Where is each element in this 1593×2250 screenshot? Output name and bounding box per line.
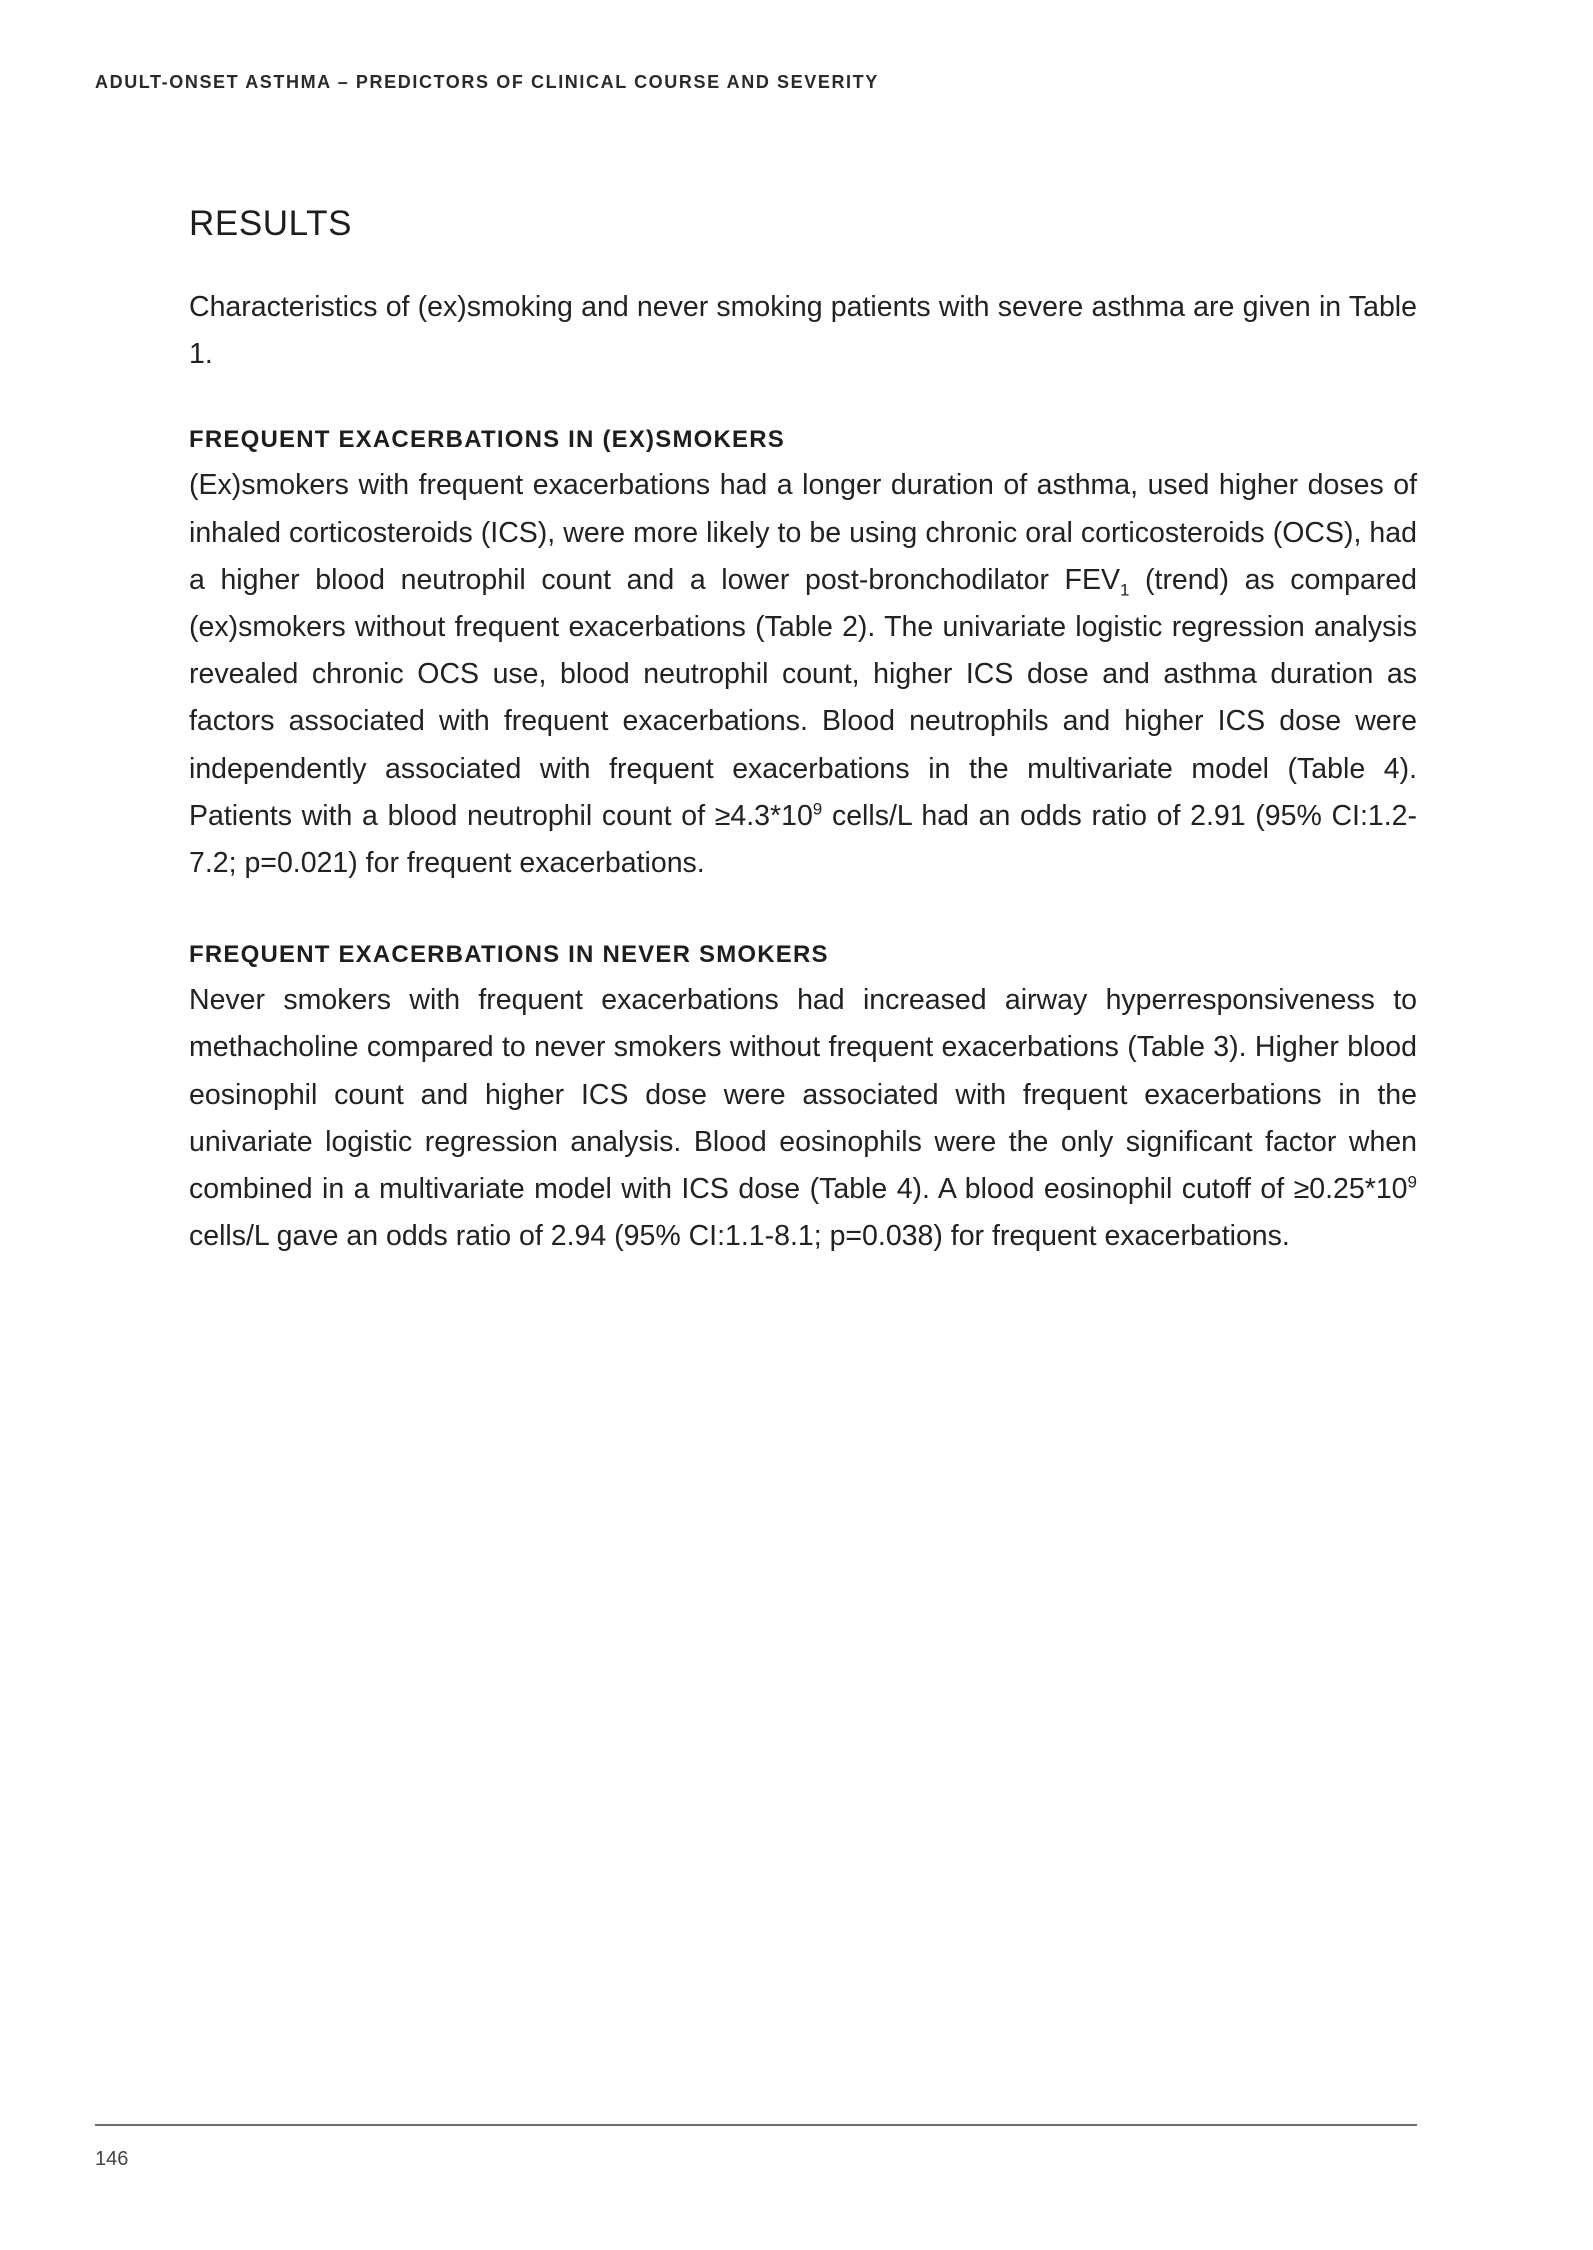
running-header: ADULT-ONSET ASTHMA – PREDICTORS OF CLINICAL COURSE AND SEVERITY [95,72,879,92]
never-smokers-text-1: Never smokers with frequent exacerbations had increased airway hyperresponsiveness to methacholine compared to never smokers without frequent exacerbations (Table 3). Higher blood eosinophil count and higher ICS dose were associated with frequent exacerbations in the univariate logistic regression analysis. Blood eosinophils were the only significant factor when combined in a multivariate model with ICS dose (Table 4). A blood eosinophil cutoff of ≥0.25*10 [189,984,1417,1206]
section-title: RESULTS [189,204,353,243]
page-number: 146 [95,2148,129,2170]
ex-smokers-paragraph [189,462,1417,887]
ex-smokers-text-1: (Ex)smokers with frequent exacerbations had a longer duration of asthma, used higher doses of inhaled corticosteroids (ICS), were more likely to be using chronic oral corticosteroids (OCS), had a higher blood neutrophil count and a lower post-bronchodilator FEV [189,469,1417,596]
never-smokers-heading: FREQUENT EXACERBATIONS IN NEVER SMOKERS [189,941,829,969]
fev-subscript: 1 [1119,580,1130,600]
ex-smokers-text-2: (trend) as compared (ex)smokers without frequent exacerbations (Table 2). The univariate logistic regression analysis revealed chronic OCS use, blood neutrophil count, higher ICS dose and asthma duration as factors associated with frequent exacerbations. Blood neutrophils and higher ICS dose were independently associated with frequent exacerbations in the multivariate model (Table 4). Patients with a blood neutrophil count of ≥4.3*10 [189,563,1417,832]
results-intro-paragraph: Characteristics of (ex)smoking and never smoking patients with severe asthma are given in Table 1. [189,291,1417,371]
ex-smokers-text-3: cells/L had an odds ratio of 2.91 (95% CI:1.2-7.2; p=0.021) for frequent exacerbations. [189,799,1417,880]
footer-divider [95,2124,1417,2126]
never-smokers-text-2: cells/L gave an odds ratio of 2.94 (95% CI:1.1-8.1; p=0.038) for frequent exacerbations. [189,1220,1290,1253]
ex-smokers-heading: FREQUENT EXACERBATIONS IN (EX)SMOKERS [189,426,785,454]
never-smokers-paragraph [189,977,1417,1260]
results-section [189,200,1417,1260]
eosinophil-exponent: 9 [1407,1172,1417,1192]
neutrophil-exponent: 9 [812,799,823,819]
